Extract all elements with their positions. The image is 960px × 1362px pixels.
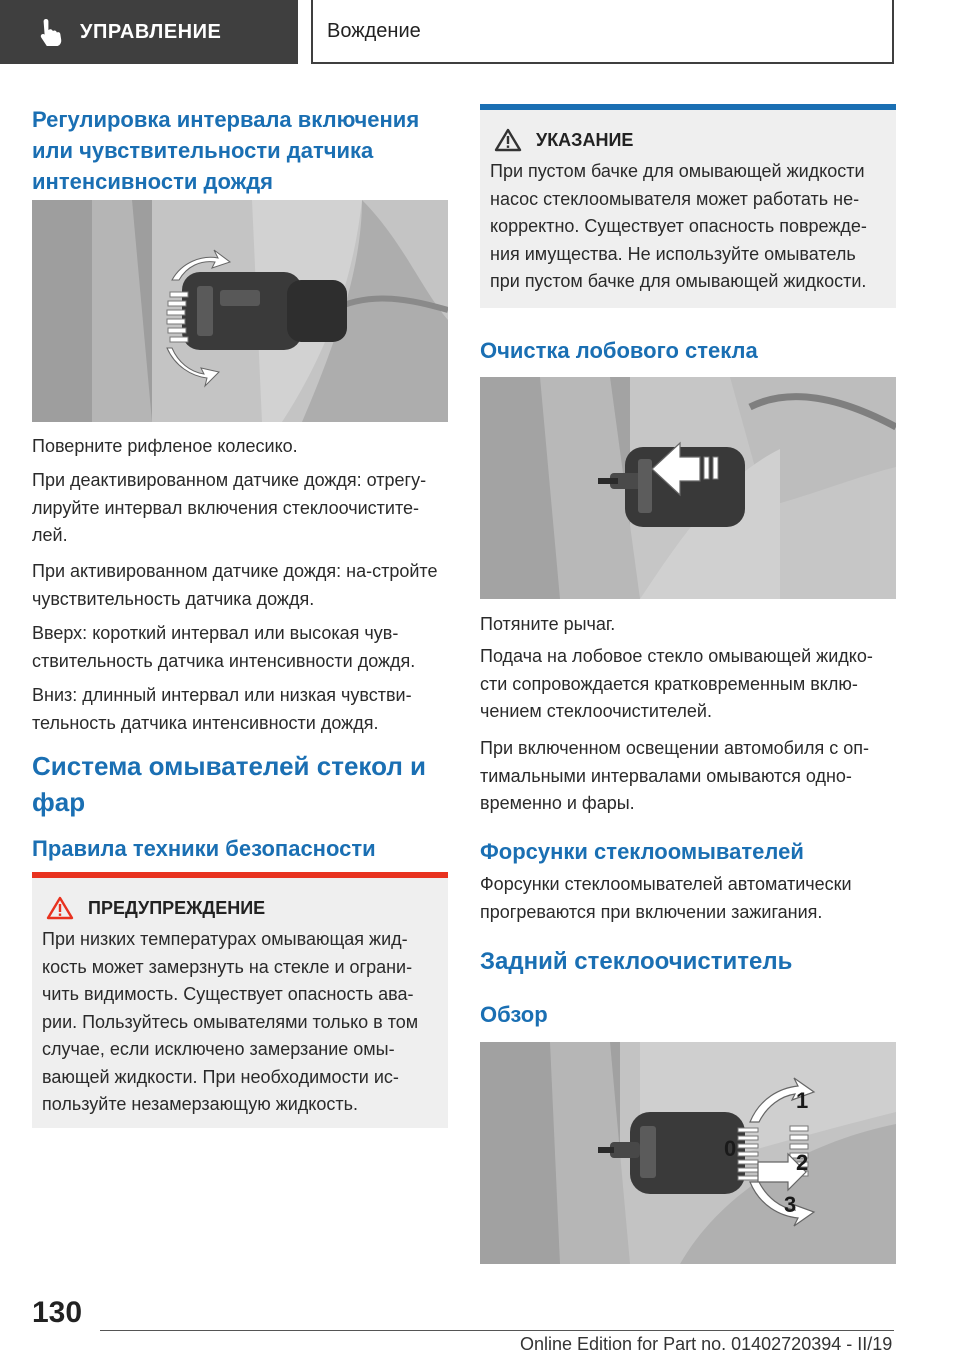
warning-triangle-icon [46,896,74,920]
chapter-header [311,0,894,64]
notice-text: При пустом бачке для омывающей жидкости насос стеклоомывателя может работать не-корректно. Существует опасность поврежде-ния имущества. Не используйте омыватель при пустом бачке для омывающей жидкости. [490,161,867,291]
windshield-cleaning-heading: Очистка лобового стекла [480,338,758,363]
paragraph: Вниз: длинный интервал или низкая чувстви-тельность датчика интенсивности дождя. [32,685,412,733]
nozzles-heading: Форсунки стеклоомывателей [480,839,804,864]
warning-box [32,872,448,1128]
section-label: УПРАВЛЕНИЕ [80,20,222,43]
windshield-cleaning-photo [480,377,896,599]
paragraph: Подача на лобовое стекло омывающей жидко-сти сопровождается кратковременным вклю-чением стеклоочистителей. [480,646,873,721]
section-tab [0,0,298,64]
position-label: 0 [724,1136,737,1161]
edition-info: Online Edition for Part no. 01402720394 - II/19 [520,1334,893,1354]
rear-wiper-diagram [480,1042,896,1264]
rain-sensor-photo [32,200,448,422]
rain-sensor-heading: Регулировка интервала включения или чувствительности датчика интенсивности дождя [32,107,420,194]
notice-box [480,104,896,308]
warning-triangle-icon [494,128,522,152]
chapter-label: Вождение [327,19,421,42]
paragraph: Вверх: короткий интервал или высокая чув-ствительность датчика интенсивности дождя. [32,623,416,671]
overview-heading: Обзор [480,1002,548,1027]
paragraph: При деактивированном датчике дождя: отрегу-лируйте интервал включения стеклоочистите-лей. [32,470,427,545]
hand-pointer-icon [30,12,70,52]
warning-title: ПРЕДУПРЕЖДЕНИЕ [88,897,266,918]
notice-title: УКАЗАНИЕ [536,129,634,150]
position-label: 3 [784,1192,797,1217]
paragraph: Форсунки стеклоомывателей автоматически прогреваются при включении зажигания. [480,874,852,922]
footer-divider [100,1330,894,1331]
page-number: 130 [32,1296,83,1329]
paragraph: При активированном датчике дождя: на-стройте чувствительность датчика дождя. [32,561,438,609]
warning-text: При низких температурах омывающая жид-кость может замерзнуть на стекле и ограни-чить видимость. Существует опасность ава-рии. Пользуйтесь омывателями только в том случае, если исключено замерзание омы-вающей жидкости. При необходимости ис-пользуйте незамерзающую жидкость. [42,929,419,1114]
paragraph: Поверните рифленое колесико. [32,436,298,456]
paragraph: При включенном освещении автомобиля с оп-тимальными интервалами омываются одно-временно и фары. [480,738,869,813]
position-label: 1 [796,1088,809,1113]
rear-wiper-heading: Задний стеклоочиститель [480,948,793,975]
position-label: 2 [796,1150,809,1175]
paragraph: Потяните рычаг. [480,614,616,634]
washer-system-heading: Система омывателей стекол и фар [32,751,427,817]
safety-heading: Правила техники безопасности [32,836,376,861]
